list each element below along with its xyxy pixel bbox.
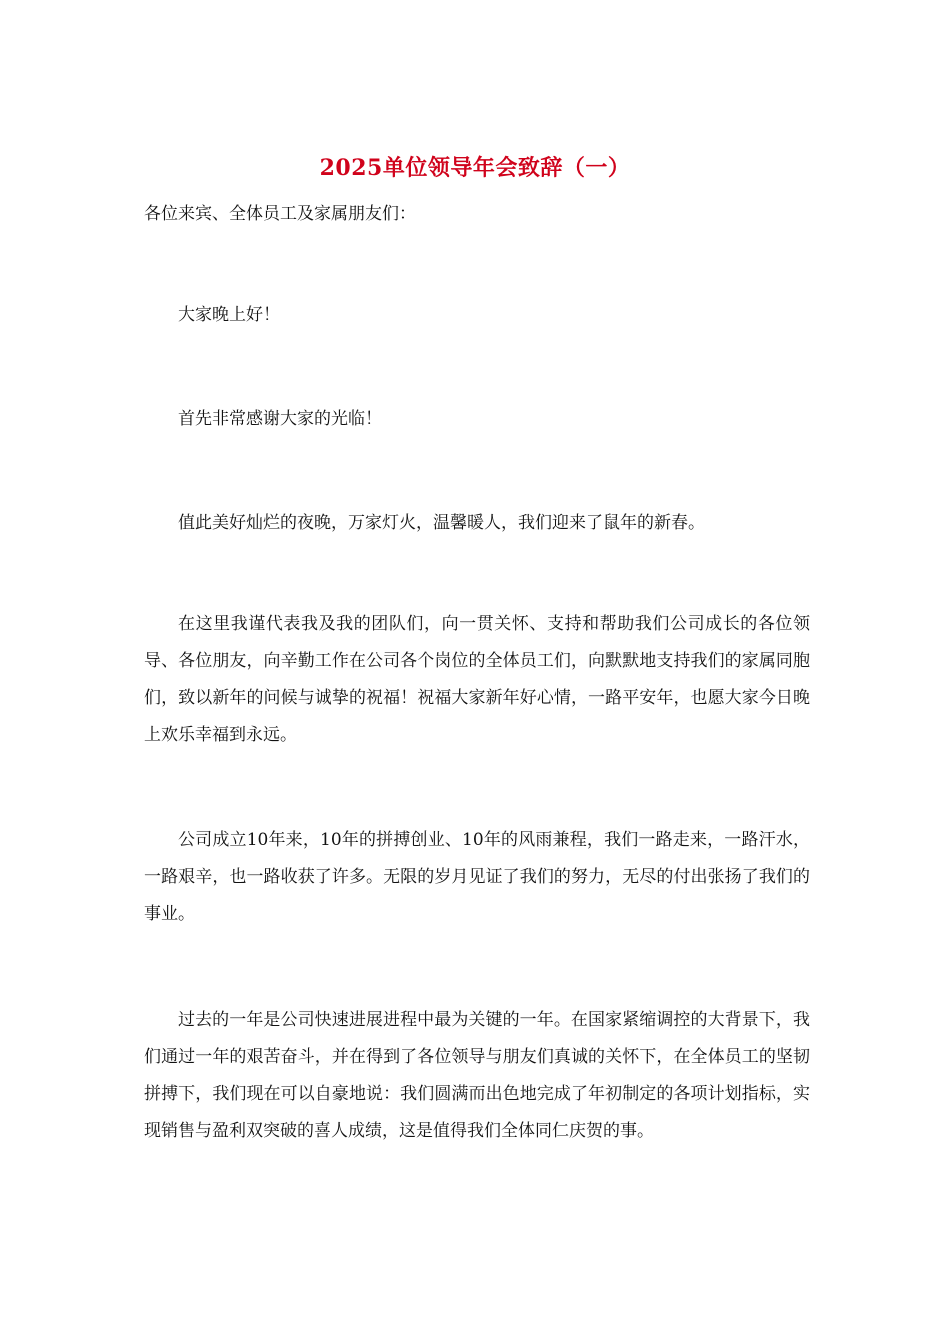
paragraph-2: [144, 401, 810, 438]
paragraph-text: 公司成立10年来，10年的拼搏创业、10年的风雨兼程，我们一路走来，一路汗水，一路艰辛，也一路收获了许多。无限的岁月见证了我们的努力，无尽的付出张扬了我们的事业。: [144, 830, 810, 924]
salutation: [144, 196, 810, 233]
paragraph-text: 值此美好灿烂的夜晚，万家灯火，温馨暖人，我们迎来了鼠年的新春。: [178, 513, 705, 533]
paragraph-text: 过去的一年是公司快速进展进程中最为关键的一年。在国家紧缩调控的大背景下，我们通过一年的艰苦奋斗，并在得到了各位领导与朋友们真诚的关怀下，在全体员工的坚韧拼搏下，我们现在可以自豪地说：我们圆满而出色地完成了年初制定的各项计划指标，实现销售与盈利双突破的喜人成绩，这是值得我们全体同仁庆贺的事。: [144, 1010, 810, 1141]
paragraph-1: [144, 297, 810, 334]
paragraph-text: 大家晚上好！: [178, 305, 280, 325]
salutation-text: 各位来宾、全体员工及家属朋友们：: [144, 204, 416, 224]
paragraph-4: [144, 606, 810, 754]
paragraph-6: [144, 1002, 810, 1150]
paragraph-3: [144, 505, 810, 542]
paragraph-text: 首先非常感谢大家的光临！: [178, 409, 382, 429]
document-title: 2025单位领导年会致辞（一）: [319, 155, 631, 181]
paragraph-5: [144, 822, 810, 933]
paragraph-text: 在这里我谨代表我及我的团队们，向一贯关怀、支持和帮助我们公司成长的各位领导、各位朋友，向辛勤工作在公司各个岗位的全体员工们，向默默地支持我们的家属同胞们，致以新年的问候与诚挚的祝福！祝福大家新年好心情，一路平安年，也愿大家今日晚上欢乐幸福到永远。: [144, 614, 810, 745]
